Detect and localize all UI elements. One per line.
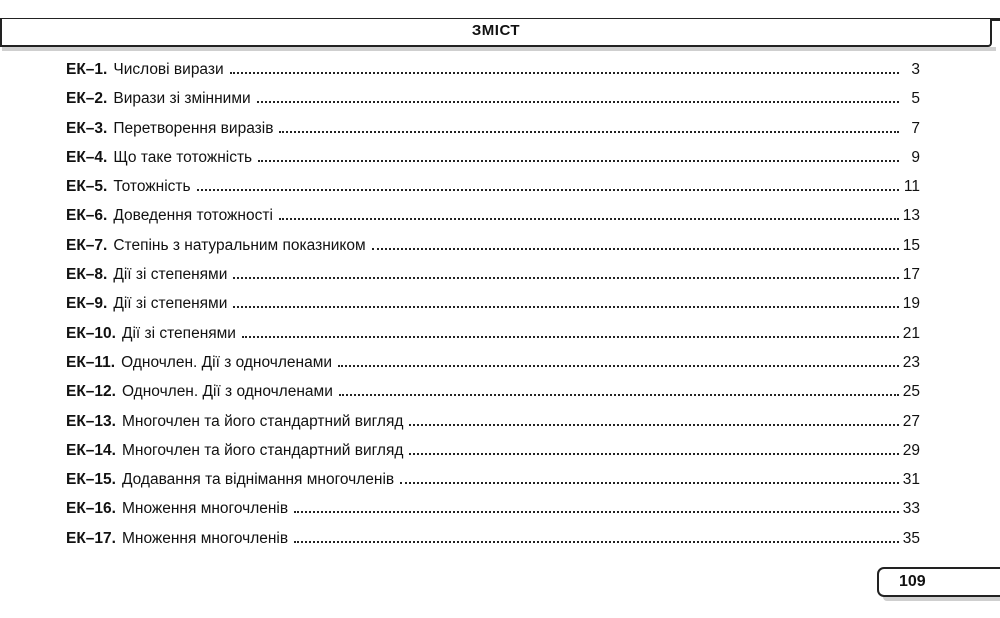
toc-entry[interactable] bbox=[66, 89, 920, 118]
toc-entry-code: ЕК–4. bbox=[66, 148, 108, 166]
toc-entry-leader-dots bbox=[409, 453, 899, 455]
toc-entry-code: ЕК–8. bbox=[66, 266, 108, 284]
toc-entry-title: Додавання та віднімання многочленів bbox=[121, 471, 395, 489]
toc-entry[interactable] bbox=[66, 294, 920, 323]
toc-entry-page: 11 bbox=[903, 178, 920, 196]
toc-entry-code: ЕК–17. bbox=[66, 529, 116, 547]
toc-entry-page: 9 bbox=[911, 148, 920, 166]
toc-entry-code: ЕК–15. bbox=[66, 471, 116, 489]
toc-entry[interactable] bbox=[66, 529, 920, 558]
toc-entry-leader-dots bbox=[258, 160, 899, 162]
toc-entry-code: ЕК–1. bbox=[66, 61, 108, 78]
toc-entry-leader-dots bbox=[230, 72, 899, 74]
toc-entry-leader-dots bbox=[233, 277, 899, 279]
toc-entry[interactable] bbox=[66, 119, 920, 148]
toc-entry-leader-dots bbox=[279, 218, 899, 220]
toc-entry[interactable] bbox=[66, 324, 920, 353]
page-number-box bbox=[877, 567, 1000, 597]
toc-entry-code: ЕК–10. bbox=[66, 324, 116, 342]
toc-entry-page: 31 bbox=[902, 471, 920, 489]
toc-entry[interactable] bbox=[66, 148, 920, 177]
toc-entry[interactable] bbox=[66, 499, 920, 528]
toc-entry-title: Що таке тотожність bbox=[113, 148, 253, 166]
toc-entry-leader-dots bbox=[372, 248, 899, 250]
toc-entry-code: ЕК–13. bbox=[66, 412, 116, 430]
page-title: ЗМІСТ bbox=[471, 22, 521, 39]
toc-entry[interactable] bbox=[66, 353, 920, 382]
toc-entry-page: 33 bbox=[902, 500, 920, 518]
toc-entry-page: 25 bbox=[902, 383, 920, 401]
toc-entry-title: Дії зі степенями bbox=[121, 324, 236, 342]
toc-entry-page: 13 bbox=[902, 207, 920, 225]
toc-entry-title: Множення многочленів bbox=[121, 500, 289, 518]
toc-entry[interactable] bbox=[66, 236, 920, 265]
toc-entry-leader-dots bbox=[294, 541, 899, 543]
toc-entry-page: 29 bbox=[902, 441, 920, 459]
toc-entry[interactable] bbox=[66, 265, 920, 294]
toc-entry-title: Дії зі степенями bbox=[113, 295, 228, 313]
toc-entry-page: 21 bbox=[902, 324, 920, 342]
toc-entry-code: ЕК–14. bbox=[66, 441, 116, 459]
toc-entry-page: 5 bbox=[911, 90, 920, 108]
toc-entry-code: ЕК–3. bbox=[66, 119, 108, 137]
toc-entry-title: Перетворення виразів bbox=[113, 119, 274, 137]
toc-entry-page: 27 bbox=[902, 412, 920, 430]
toc-entry[interactable] bbox=[66, 177, 920, 206]
toc-entry[interactable] bbox=[66, 470, 920, 499]
toc-entry-page: 19 bbox=[902, 295, 920, 313]
toc-entry-leader-dots bbox=[233, 306, 899, 308]
toc-entry-page: 7 bbox=[911, 119, 920, 137]
toc-entry-code: ЕК–9. bbox=[66, 295, 108, 313]
toc-entry-leader-dots bbox=[294, 511, 899, 513]
toc-entry-code: ЕК–6. bbox=[66, 207, 108, 225]
toc-entry-title: Тотожність bbox=[113, 178, 191, 196]
toc-entry-title: Множення многочленів bbox=[121, 529, 289, 547]
toc-entry-title: Одночлен. Дії з одночленами bbox=[121, 383, 333, 401]
toc-entry[interactable] bbox=[66, 206, 920, 235]
page-number: 109 bbox=[899, 573, 926, 590]
table-of-contents bbox=[66, 60, 920, 558]
toc-entry-title: Многочлен та його стандартний вигляд bbox=[121, 441, 404, 459]
toc-entry-title: Многочлен та його стандартний вигляд bbox=[121, 412, 404, 430]
toc-entry-code: ЕК–16. bbox=[66, 500, 116, 518]
toc-entry[interactable] bbox=[66, 60, 920, 89]
toc-entry-code: ЕК–2. bbox=[66, 90, 108, 108]
toc-entry-code: ЕК–5. bbox=[66, 178, 108, 196]
toc-entry-leader-dots bbox=[400, 482, 899, 484]
toc-entry-code: ЕК–12. bbox=[66, 383, 116, 401]
toc-entry[interactable] bbox=[66, 441, 920, 470]
toc-entry-code: ЕК–7. bbox=[66, 236, 108, 254]
toc-entry-leader-dots bbox=[257, 101, 899, 103]
toc-entry-page: 17 bbox=[902, 266, 920, 284]
toc-entry-leader-dots bbox=[197, 189, 899, 191]
toc-entry-title: Числові вирази bbox=[113, 61, 224, 78]
toc-entry-leader-dots bbox=[338, 365, 899, 367]
toc-entry-leader-dots bbox=[339, 394, 899, 396]
toc-entry-page: 35 bbox=[902, 529, 920, 547]
toc-entry-leader-dots bbox=[242, 336, 899, 338]
toc-entry-page: 23 bbox=[902, 353, 920, 371]
toc-entry-title: Одночлен. Дії з одночленами bbox=[121, 353, 333, 371]
toc-entry-page: 15 bbox=[902, 236, 920, 254]
toc-entry-title: Степінь з натуральним показником bbox=[113, 236, 366, 254]
header-bar bbox=[0, 19, 992, 47]
toc-entry-title: Доведення тотожності bbox=[113, 207, 273, 225]
toc-entry-code: ЕК–11. bbox=[66, 353, 116, 371]
toc-entry[interactable] bbox=[66, 412, 920, 441]
toc-entry-title: Дії зі степенями bbox=[113, 266, 228, 284]
toc-entry-page: 3 bbox=[911, 61, 920, 78]
toc-entry-leader-dots bbox=[279, 131, 899, 133]
toc-entry-leader-dots bbox=[409, 424, 899, 426]
toc-entry[interactable] bbox=[66, 382, 920, 411]
toc-entry-title: Вирази зі змінними bbox=[113, 90, 251, 108]
